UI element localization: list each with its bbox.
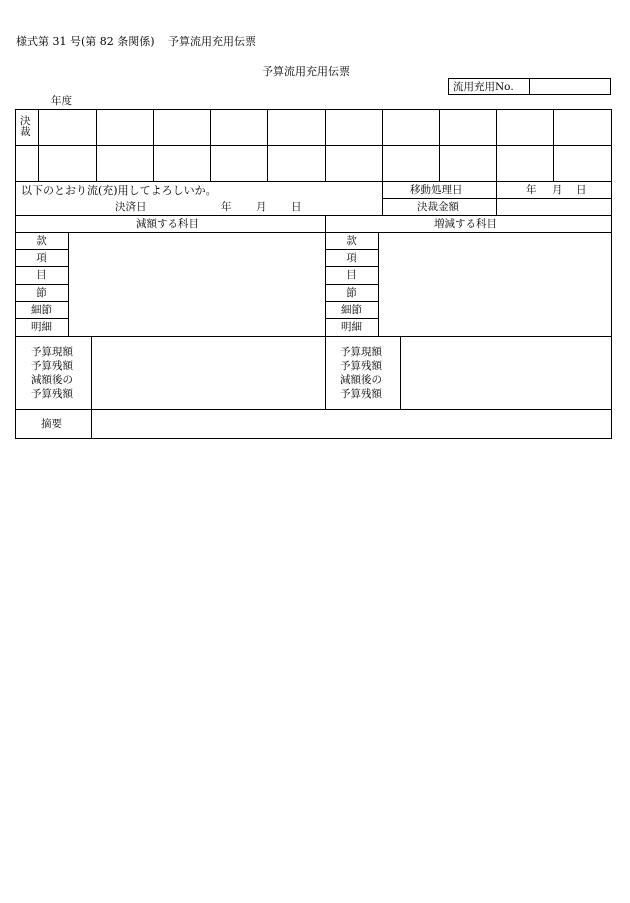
settled-year: 年 [221, 201, 232, 213]
transfer-day: 日 [576, 184, 587, 196]
increase-header: 増減する科目 [434, 218, 497, 230]
decrease-row-kan: 款 [36, 235, 47, 247]
increase-row-kou: 項 [346, 252, 357, 264]
voucher-title: 予算流用充用伝票 [262, 65, 350, 78]
decrease-row-moku: 目 [36, 269, 47, 281]
transfer-month: 月 [552, 184, 563, 196]
decrease-row-kou: 項 [36, 252, 47, 264]
decrease-row-setsu: 節 [36, 287, 47, 299]
approval-label-2: 裁 [20, 126, 31, 138]
increase-row-moku: 目 [346, 269, 357, 281]
settled-month: 月 [256, 201, 267, 213]
increase-row-saisetsu: 細節 [341, 304, 362, 316]
voucher-form [15, 109, 612, 439]
settled-date-label: 決済日 [115, 201, 147, 213]
decrease-row-meisai: 明細 [31, 321, 52, 333]
form-title: 予算流用充用伝票 [168, 35, 256, 48]
fiscal-year-label: 年度 [51, 95, 72, 107]
summary-label: 摘要 [41, 418, 62, 430]
approved-amount-label: 決裁金額 [417, 201, 459, 213]
transfer-year: 年 [526, 184, 537, 196]
decrease-amount-labels: 予算現額 予算残額 減額後の 予算残額 [31, 346, 73, 400]
form-number: 様式第 31 号(第 82 条関係) [16, 35, 155, 48]
voucher-number-label: 流用充用No. [453, 81, 514, 93]
increase-row-meisai: 明細 [341, 321, 362, 333]
increase-amount-labels: 予算現額 予算残額 減額後の 予算残額 [340, 346, 382, 400]
approval-label-1: 決 [20, 115, 31, 127]
decrease-header: 減額する科目 [136, 218, 199, 230]
transfer-date-label: 移動処理日 [410, 184, 463, 196]
settled-day: 日 [291, 201, 302, 213]
request-statement: 以下のとおり流(充)用してよろしいか。 [21, 184, 217, 197]
increase-row-setsu: 節 [346, 287, 357, 299]
voucher-number-box [448, 78, 611, 95]
decrease-row-saisetsu: 細節 [31, 304, 52, 316]
increase-row-kan: 款 [346, 235, 357, 247]
